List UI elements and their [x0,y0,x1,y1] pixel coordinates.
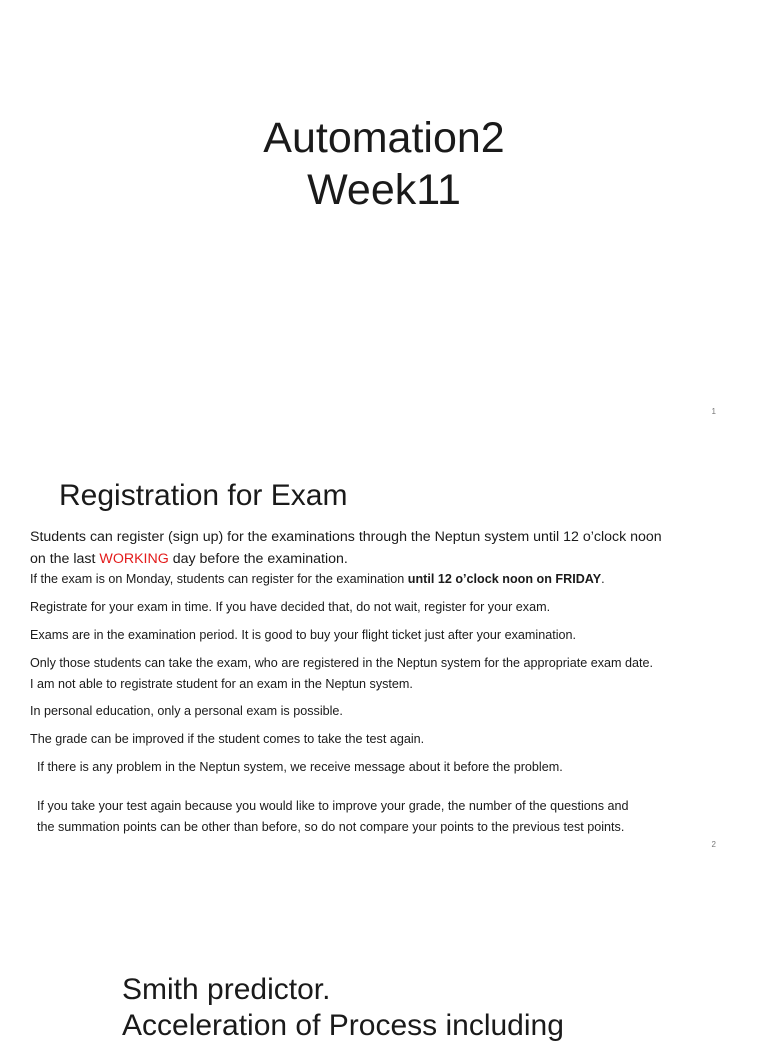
slide-2-title: Registration for Exam [59,479,348,512]
slide-1 [0,0,768,432]
slide-3-title-line-2: Acceleration of Process including [122,1009,564,1042]
exam-period-paragraph: Exams are in the examination period. It is good to buy your flight ticket just after your examination. [30,628,577,642]
slide-1-page-number: 1 [711,407,716,416]
slide-1-title-line-1: Automation2 [263,114,505,162]
register-in-time-paragraph: Registrate for your exam in time. If you have decided that, do not wait, register for your exam. [30,600,551,614]
monday-rule-end: . [601,572,605,586]
slide-1-title [0,112,768,216]
registered-students-paragraph [30,653,653,694]
slide-3-title [122,972,564,1044]
slide-2-page-number: 2 [711,840,716,849]
registered-students-line-2: I am not able to registrate student for an exam in the Neptun system. [30,676,413,691]
registration-rule-line-2b: day before the examination. [168,551,348,567]
slide-3 [0,864,768,1042]
personal-education-paragraph: In personal education, only a personal exam is possible. [30,704,343,718]
registration-rule-paragraph [30,526,662,570]
monday-rule-paragraph [30,569,605,590]
working-highlight: WORKING [99,551,169,567]
registered-students-line-1: Only those students can take the exam, who are registered in the Neptun system for the appropriate exam date. [30,656,654,670]
friday-deadline-bold: until 12 o’clock noon on FRIDAY [407,572,602,586]
slide-3-title-line-1: Smith predictor. [122,973,331,1006]
monday-rule-text: If the exam is on Monday, students can register for the examination [30,572,408,586]
retake-line-1: If you take your test again because you would like to improve your grade, the number of the questions and [37,799,629,813]
slide-1-title-line-2: Week11 [307,166,461,214]
neptun-problem-paragraph: If there is any problem in the Neptun system, we receive message about it before the problem. [37,760,563,774]
slide-2 [0,432,768,864]
registration-rule-line-1: Students can register (sign up) for the examinations through the Neptun system until 12 o’clock noon [30,529,662,545]
registration-rule-line-2a: on the last [30,551,100,567]
retake-line-2: the summation points can be other than before, so do not compare your points to the previous test points. [37,819,625,834]
grade-improvement-paragraph: The grade can be improved if the student comes to take the test again. [30,732,425,746]
retake-paragraph [37,796,629,837]
